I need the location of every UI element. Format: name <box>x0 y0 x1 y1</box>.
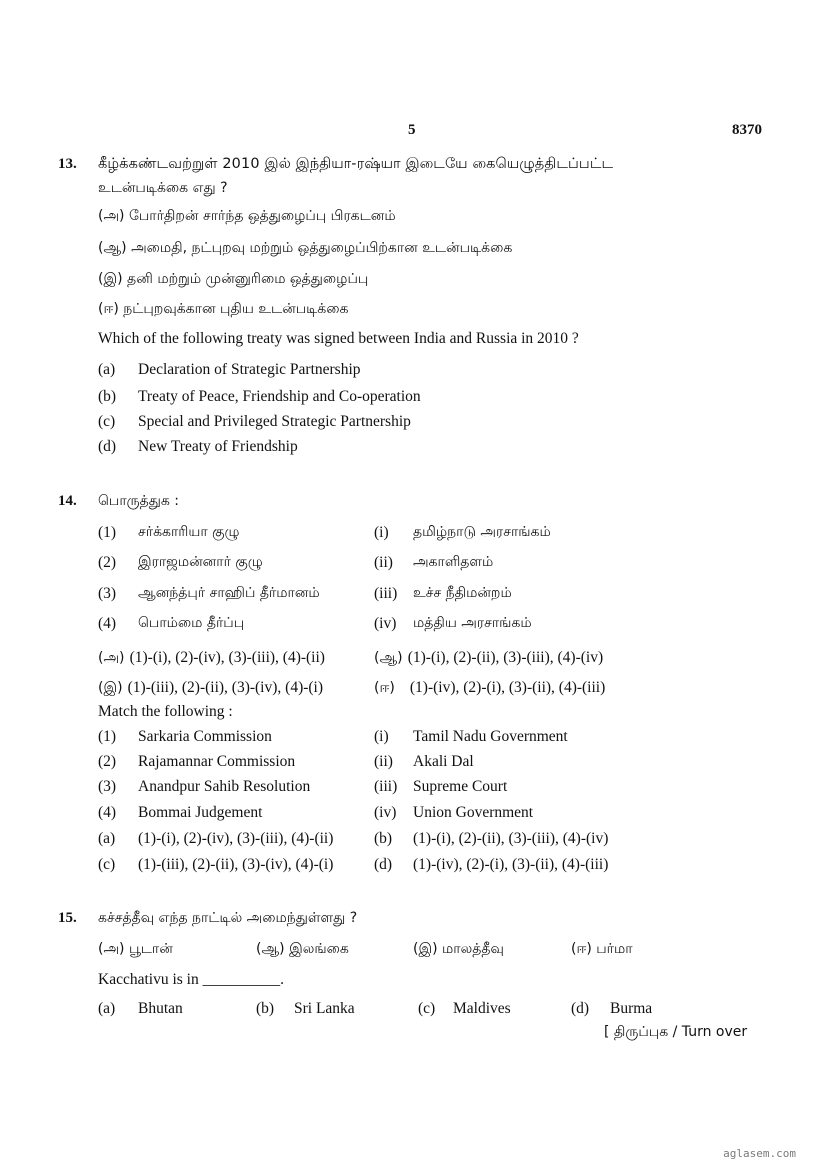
q13-ta-option-b <box>98 240 512 258</box>
q14-en-pair-1-left: Sarkaria Commission <box>138 728 272 745</box>
q15-en-option-b-label: (b) <box>256 1000 275 1017</box>
q15-ta-option-b <box>256 941 349 959</box>
option-text: இலங்கை <box>289 941 349 957</box>
q14-en-pair-2-left: Rajamannar Commission <box>138 753 296 770</box>
q14-ta-pair-2-right: அகாளிதளம் <box>413 554 494 570</box>
q15-ta-option-a <box>98 941 173 959</box>
q14-ta-pair-4-right-label: (iv) <box>374 615 397 632</box>
q14-ta-pair-2-left: இராஜமன்னார் குழு <box>138 554 263 570</box>
q14-en-pair-4-left-label: (4) <box>98 804 117 821</box>
q14-en-pair-1-right: Tamil Nadu Government <box>413 728 568 745</box>
option-text: தனி மற்றும் முன்னுரிமை ஒத்துழைப்பு <box>127 271 369 287</box>
q13-ta-option-d <box>98 301 348 319</box>
q14-en-pair-2-left-label: (2) <box>98 753 117 770</box>
q14-en-pair-4-left: Bommai Judgement <box>138 804 263 821</box>
q14-ta-pair-3-left-label: (3) <box>98 585 117 602</box>
option-label: (அ) <box>98 208 125 224</box>
q13-en-option-b-label: (b) <box>98 388 117 405</box>
q14-en-pair-2-right: Akali Dal <box>413 753 474 770</box>
option-label: (அ) <box>98 650 125 666</box>
q14-en-answer-b-label: (b) <box>374 830 393 847</box>
q15-ta-question: கச்சத்தீவு எந்த நாட்டில் அமைந்துள்ளது ? <box>98 910 358 926</box>
q14-en-answer-a-label: (a) <box>98 830 116 847</box>
q15-ta-option-c <box>413 941 504 959</box>
q14-en-answer-c-text: (1)-(iii), (2)-(ii), (3)-(iv), (4)-(i) <box>138 856 334 873</box>
q13-en-option-c-label: (c) <box>98 413 116 430</box>
q14-ta-pair-1-left: சர்க்காரியா குழு <box>138 524 240 540</box>
q13-en-question: Which of the following treaty was signed between India and Russia in 2010 ? <box>98 330 579 347</box>
q14-en-answer-d-text: (1)-(iv), (2)-(i), (3)-(ii), (4)-(iii) <box>413 856 609 873</box>
watermark: aglasem.com <box>723 1147 796 1160</box>
q14-ta-answer-a <box>98 647 325 668</box>
q14-ta-pair-4-left-label: (4) <box>98 615 117 632</box>
option-text: (1)-(i), (2)-(ii), (3)-(iii), (4)-(iv) <box>407 649 604 666</box>
q15-en-option-b-text: Sri Lanka <box>294 1000 355 1017</box>
q15-en-option-c-label: (c) <box>418 1000 436 1017</box>
q13-en-option-a-text: Declaration of Strategic Partnership <box>138 361 361 378</box>
q14-ta-pair-1-right: தமிழ்நாடு அரசாங்கம் <box>413 524 551 540</box>
q14-en-pair-3-left: Anandpur Sahib Resolution <box>138 778 311 795</box>
option-text: மாலத்தீவு <box>442 941 504 957</box>
q14-ta-pair-1-right-label: (i) <box>374 524 389 541</box>
q15-ta-option-d <box>571 941 633 959</box>
q15-en-question: Kacchativu is in __________. <box>98 971 284 988</box>
q14-ta-heading: பொருத்துக : <box>98 493 179 509</box>
paper-code: 8370 <box>732 122 762 138</box>
q14-en-answer-c-label: (c) <box>98 856 116 873</box>
q14-en-pair-3-right: Supreme Court <box>413 778 508 795</box>
option-text: நட்புறவுக்கான புதிய உடன்படிக்கை <box>123 301 349 317</box>
q14-en-pair-4-right: Union Government <box>413 804 534 821</box>
q13-en-option-d-text: New Treaty of Friendship <box>138 438 298 455</box>
q14-en-pair-3-left-label: (3) <box>98 778 117 795</box>
q14-en-answer-a-text: (1)-(i), (2)-(iv), (3)-(iii), (4)-(ii) <box>138 830 334 847</box>
q14-ta-pair-1-left-label: (1) <box>98 524 117 541</box>
q15-en-option-a-label: (a) <box>98 1000 116 1017</box>
q14-ta-pair-4-right: மத்திய அரசாங்கம் <box>413 615 532 631</box>
q14-ta-answer-c <box>98 677 323 698</box>
q14-ta-pair-2-left-label: (2) <box>98 554 117 571</box>
option-label: (இ) <box>413 941 438 957</box>
q14-en-answer-d-label: (d) <box>374 856 393 873</box>
q13-ta-question-line2: உடன்படிக்கை எது ? <box>98 180 228 196</box>
option-label: (ஈ) <box>571 941 592 957</box>
option-text: பூடான் <box>128 941 173 957</box>
q13-en-option-c-text: Special and Privileged Strategic Partnership <box>138 413 411 430</box>
option-label: (ஆ) <box>256 941 285 957</box>
q14-en-pair-1-right-label: (i) <box>374 728 389 745</box>
q14-en-pair-1-left-label: (1) <box>98 728 117 745</box>
option-text: அமைதி, நட்புறவு மற்றும் ஒத்துழைப்பிற்கான உடன்படிக்கை <box>131 240 513 256</box>
q14-en-heading: Match the following : <box>98 703 233 720</box>
q14-ta-pair-3-right-label: (iii) <box>374 585 398 602</box>
q13-en-option-b-text: Treaty of Peace, Friendship and Co-operation <box>138 388 421 405</box>
q14-ta-pair-3-left: ஆனந்த்புர் சாஹிப் தீர்மானம் <box>138 585 320 601</box>
q14-en-answer-b-text: (1)-(i), (2)-(ii), (3)-(iii), (4)-(iv) <box>413 830 609 847</box>
option-text: (1)-(iv), (2)-(i), (3)-(ii), (4)-(iii) <box>409 679 606 696</box>
q14-ta-pair-2-right-label: (ii) <box>374 554 393 571</box>
q15-en-option-c-text: Maldives <box>453 1000 511 1017</box>
q13-en-option-d-label: (d) <box>98 438 117 455</box>
question-15-number: 15. <box>58 910 77 926</box>
option-label: (ஈ) <box>98 301 119 317</box>
option-text: (1)-(i), (2)-(iv), (3)-(iii), (4)-(ii) <box>129 649 325 666</box>
option-label: (அ) <box>98 941 125 957</box>
q13-ta-question-line1: கீழ்க்கண்டவற்றுள் 2010 இல் இந்தியா-ரஷ்யா இடையே கையெழுத்திடப்பட்ட <box>98 156 614 172</box>
option-label: (ஆ) <box>98 240 127 256</box>
q14-ta-answer-d <box>374 677 605 698</box>
q14-en-pair-4-right-label: (iv) <box>374 804 397 821</box>
q13-ta-option-a <box>98 208 396 226</box>
q13-en-option-a-label: (a) <box>98 361 116 378</box>
q14-ta-pair-3-right: உச்ச நீதிமன்றம் <box>413 585 512 601</box>
option-label: (ஈ) <box>374 680 395 696</box>
question-14-number: 14. <box>58 493 77 509</box>
q14-en-pair-2-right-label: (ii) <box>374 753 393 770</box>
q15-en-option-d-label: (d) <box>571 1000 590 1017</box>
option-label: (இ) <box>98 680 123 696</box>
q15-en-option-a-text: Bhutan <box>138 1000 183 1017</box>
page-number: 5 <box>408 122 416 138</box>
q13-ta-option-c <box>98 271 368 289</box>
q14-ta-answer-b <box>374 647 603 668</box>
option-text: (1)-(iii), (2)-(ii), (3)-(iv), (4)-(i) <box>127 679 324 696</box>
q15-en-option-d-text: Burma <box>610 1000 653 1017</box>
turn-over-note: [ திருப்புக / Turn over <box>604 1024 748 1040</box>
question-13-number: 13. <box>58 156 77 172</box>
q14-ta-pair-4-left: பொம்மை தீர்ப்பு <box>138 615 245 631</box>
option-label: (இ) <box>98 271 123 287</box>
option-label: (ஆ) <box>374 650 403 666</box>
option-text: பர்மா <box>596 941 633 957</box>
q14-en-pair-3-right-label: (iii) <box>374 778 398 795</box>
option-text: போர்திறன் சார்ந்த ஒத்துழைப்பு பிரகடனம் <box>128 208 396 224</box>
